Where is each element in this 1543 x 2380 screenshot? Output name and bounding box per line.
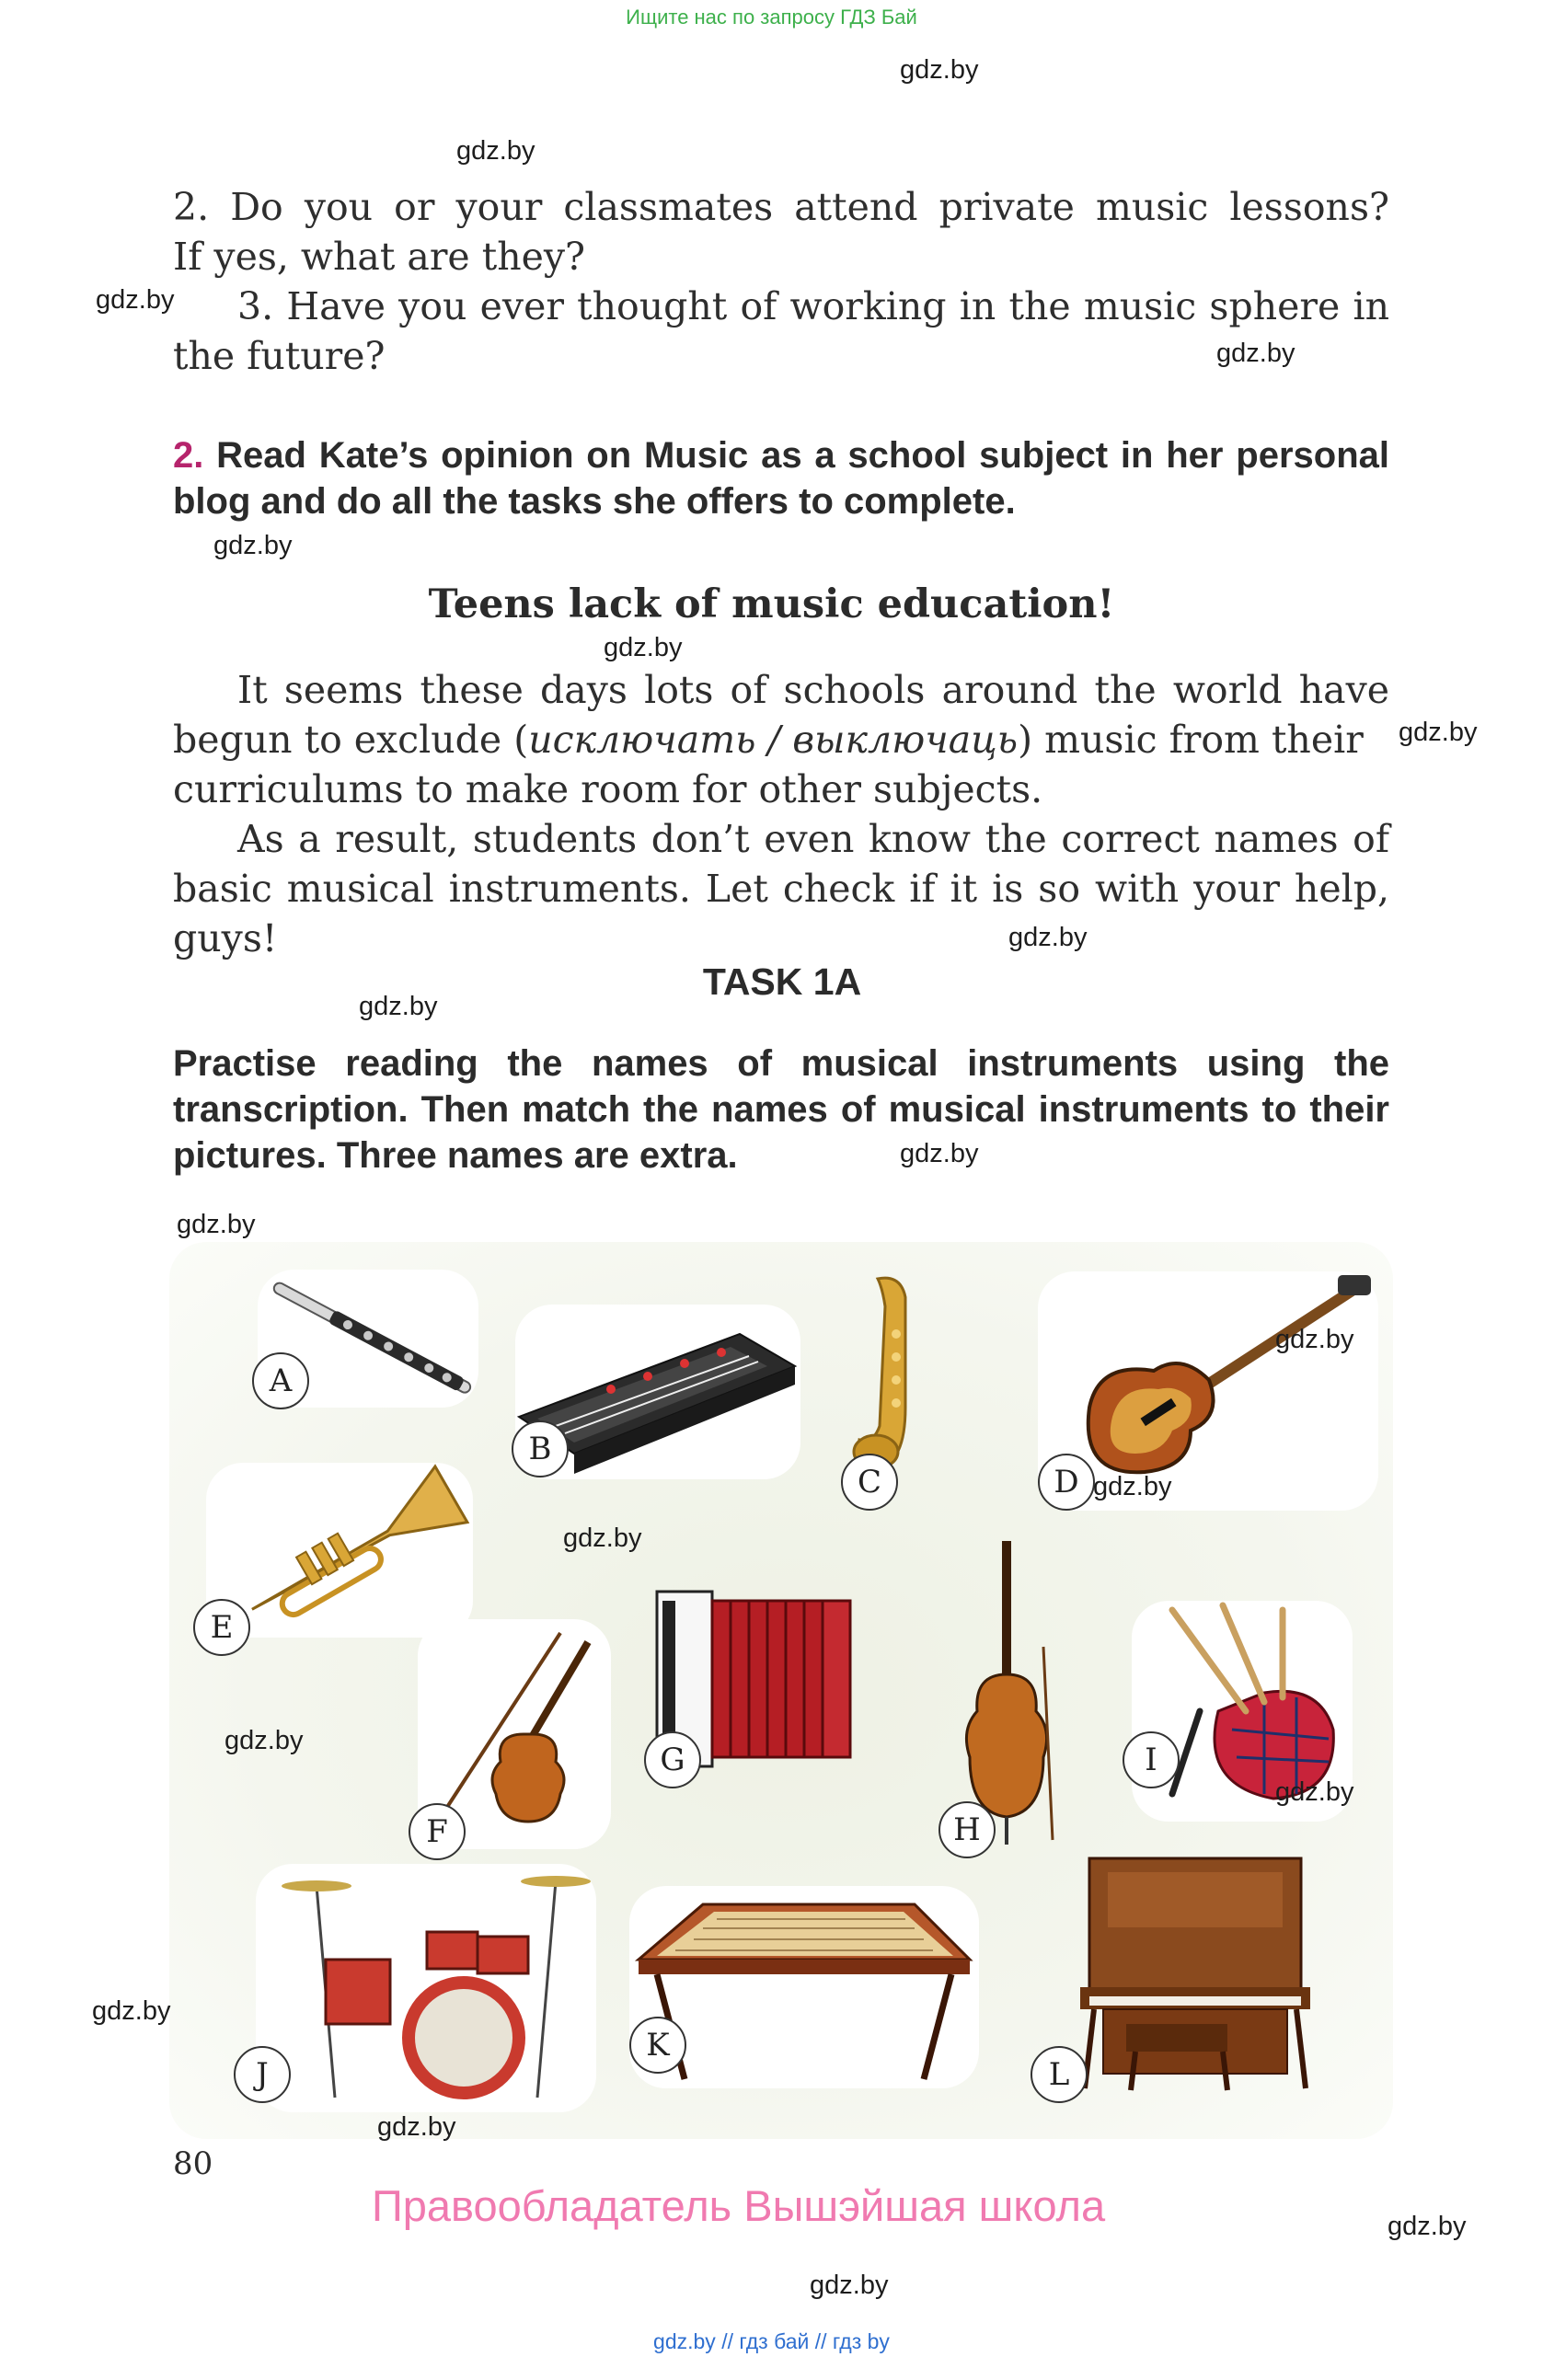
question-2-line-1: 2. Do you or your classmates attend private music lessons? — [173, 185, 1389, 229]
watermark: gdz.by — [213, 531, 293, 560]
blog-title: Teens lack of music education! — [428, 581, 1115, 627]
blog-paragraph-1-line-3: curriculums to make room for other subjects. — [173, 767, 1043, 811]
label-I: I — [1123, 1731, 1180, 1788]
label-J: J — [234, 2046, 291, 2103]
watermark: gdz.by — [96, 285, 175, 315]
task-1a-heading: TASK 1A — [702, 960, 862, 1003]
blog-text: ) music from their — [1018, 718, 1364, 762]
piano-icon — [1053, 1849, 1329, 2107]
watermark: gdz.by — [177, 1210, 256, 1239]
label-B: B — [512, 1420, 569, 1477]
blog-paragraph-1-line-1: It seems these days lots of schools around the world have — [237, 668, 1389, 712]
saxophone-icon — [850, 1270, 951, 1481]
watermark: gdz.by — [359, 992, 438, 1021]
bass-guitar-icon — [1071, 1270, 1375, 1490]
watermark: gdz.by — [1093, 1472, 1172, 1501]
blog-paragraph-2-line-2: basic musical instruments. Let check if it is so with your help, — [173, 867, 1389, 911]
blog-paragraph-2-line-3: guys! — [173, 916, 278, 960]
violin-icon — [432, 1624, 616, 1835]
watermark: gdz.by — [456, 136, 535, 166]
instruments-picture-panel — [169, 1242, 1393, 2139]
label-C: C — [841, 1454, 898, 1511]
task-1a-instruction-line-2: transcription. Then match the names of musical instruments to their — [173, 1089, 1389, 1130]
label-L: L — [1031, 2046, 1088, 2103]
watermark: gdz.by — [225, 1726, 304, 1755]
copyright-holder: Правообладатель Вышэйшая школа — [372, 2181, 1106, 2230]
watermark: gdz.by — [92, 1996, 171, 2026]
watermark: gdz.by — [1399, 718, 1478, 747]
blog-text: begun to exclude ( — [173, 718, 529, 762]
top-banner: Ищите нас по запросу ГДЗ Бай — [626, 6, 917, 29]
label-E: E — [193, 1599, 250, 1656]
drum-kit-icon — [280, 1868, 593, 2107]
question-3-line-2: the future? — [173, 334, 386, 378]
task-1a-instruction-line-3: pictures. Three names are extra. — [173, 1135, 738, 1176]
task-1a-instruction-line-1: Practise reading the names of musical instruments using the — [173, 1043, 1389, 1084]
watermark: gdz.by — [900, 55, 979, 85]
watermark: gdz.by — [563, 1523, 642, 1553]
task-2-instruction-line-1 — [173, 432, 1389, 478]
task-2-text: Read Kate’s opinion on Music as a school subject in her personal — [216, 435, 1389, 476]
watermark: gdz.by — [1275, 1325, 1354, 1354]
label-H: H — [938, 1801, 996, 1858]
watermark: gdz.by — [1275, 1777, 1354, 1807]
label-K: K — [629, 2017, 686, 2074]
watermark: gdz.by — [1008, 923, 1088, 952]
footer-links: gdz.by // гдз бай // гдз by — [653, 2329, 890, 2353]
task-number: 2. — [173, 435, 204, 476]
watermark: gdz.by — [900, 1139, 979, 1168]
trumpet-icon — [225, 1463, 482, 1628]
page-number: 80 — [173, 2145, 213, 2182]
translation-text: исключать / выключаць — [528, 718, 1019, 762]
question-3-line-1: 3. Have you ever thought of working in the music sphere in — [237, 284, 1389, 328]
task-2-instruction-line-2: blog and do all the tasks she offers to complete. — [173, 481, 1016, 522]
watermark: gdz.by — [810, 2271, 889, 2300]
watermark: gdz.by — [377, 2112, 456, 2142]
watermark: gdz.by — [604, 633, 683, 662]
label-A: A — [252, 1352, 309, 1409]
label-F: F — [409, 1803, 466, 1860]
blog-paragraph-1-line-2 — [173, 715, 1389, 765]
watermark: gdz.by — [1388, 2212, 1467, 2241]
watermark: gdz.by — [1216, 339, 1295, 368]
label-D: D — [1038, 1454, 1095, 1511]
label-G: G — [644, 1731, 701, 1788]
question-2-line-2: If yes, what are they? — [173, 235, 586, 279]
blog-paragraph-2-line-1: As a result, students don’t even know the correct names of — [237, 817, 1389, 861]
